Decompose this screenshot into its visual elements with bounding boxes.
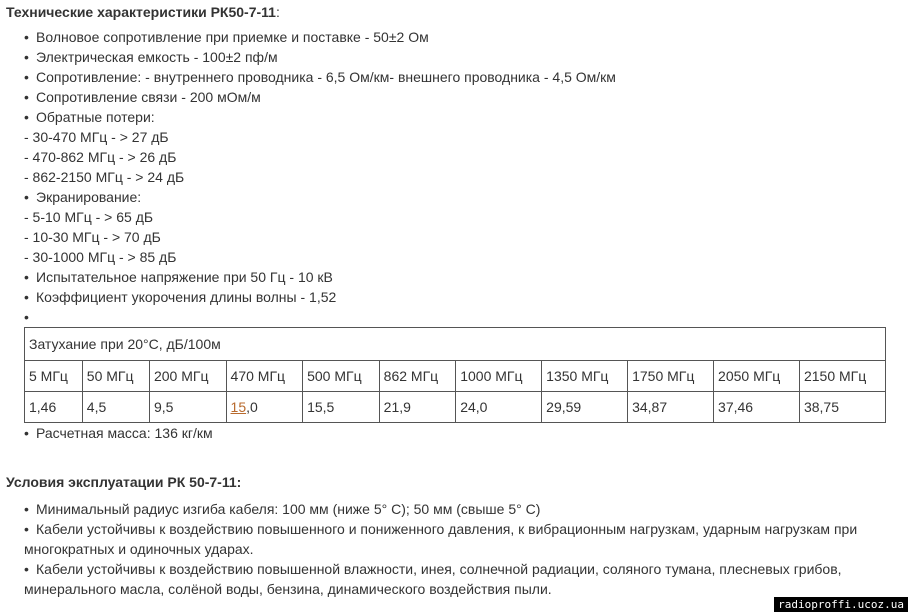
list-item [6,127,906,147]
list-item-text: Электрическая емкость - 100±2 пф/м [36,49,278,65]
value-cell: 1,46 [25,392,83,423]
condition-line: Минимальный радиус изгиба кабеля: 100 мм (ниже 5° С); 50 мм (свыше 5° С) [36,501,541,517]
frequency-cell: 200 МГц [149,361,226,392]
value-cell: 29,59 [542,392,628,423]
list-item-text: - 30-470 МГц - > 27 дБ [24,129,169,145]
list-item-text: Сопротивление связи - 200 мОм/м [36,89,261,105]
frequency-row [25,361,886,392]
specs-title-colon: : [275,4,280,20]
list-item-text: Сопротивление: - внутреннего проводника - 6,5 Ом/км- внешнего проводника - 4,5 Ом/км [36,69,616,85]
list-item-text: - 30-1000 МГц - > 85 дБ [24,249,177,265]
frequency-cell: 1350 МГц [542,361,628,392]
list-item-text: Коэффициент укорочения длины волны - 1,52 [36,289,337,305]
condition-line: Кабели устойчивы к воздействию повышенной влажности, инея, солнечной радиации, соляного тумана, плесневых грибов, [36,561,842,577]
frequency-cell: 5 МГц [25,361,83,392]
condition-line-continued: минерального масла, солёной воды, бензина, динамического воздействия пыли. [24,581,552,597]
list-item [6,559,906,599]
list-item [6,423,906,443]
list-item-text: Экранирование: [36,189,142,205]
value-cell: 21,9 [379,392,456,423]
list-item-text: Обратные потери: [36,109,155,125]
attenuation-table [24,327,886,423]
list-item-text: - 862-2150 МГц - > 24 дБ [24,169,185,185]
value-cell: 38,75 [799,392,885,423]
frequency-cell: 1750 МГц [628,361,714,392]
list-item [6,207,906,227]
value-cell: 15,5 [303,392,380,423]
list-item [6,247,906,267]
list-item [6,499,906,519]
value-row [25,392,886,423]
frequency-cell: 862 МГц [379,361,456,392]
list-item [6,147,906,167]
frequency-cell: 500 МГц [303,361,380,392]
frequency-cell: 2150 МГц [799,361,885,392]
list-item-text: - 10-30 МГц - > 70 дБ [24,229,161,245]
conditions-list [6,499,906,599]
list-item-text: Волновое сопротивление при приемке и поставке - 50±2 Ом [36,29,429,45]
list-item [6,67,906,87]
list-item [6,287,906,307]
specs-title: Технические характеристики РК50-7-11 [6,4,276,20]
list-item [6,519,906,559]
list-item [6,47,906,67]
list-item-text [24,309,36,325]
list-item-text: Испытательное напряжение при 50 Гц - 10 кВ [36,269,333,285]
value-cell: 34,87 [628,392,714,423]
list-item-text: - 470-862 МГц - > 26 дБ [24,149,177,165]
list-item [6,227,906,247]
list-item [6,267,906,287]
value-cell: 4,5 [82,392,149,423]
frequency-cell: 50 МГц [82,361,149,392]
value-link[interactable]: 15 [230,399,247,415]
list-item [6,187,906,207]
conditions-heading: Условия эксплуатации РК 50-7-11: [6,474,242,490]
mass-text: Расчетная масса: 136 кг/км [36,425,213,441]
list-item [6,107,906,127]
value-cell: 37,46 [714,392,800,423]
list-item [6,87,906,107]
condition-line-continued: многократных и одиночных ударах. [24,541,254,557]
frequency-cell: 1000 МГц [456,361,542,392]
list-item-text: - 5-10 МГц - > 65 дБ [24,209,154,225]
specs-heading [6,1,906,23]
frequency-cell: 470 МГц [226,361,303,392]
attenuation-caption: Затухание при 20°С, дБ/100м [25,328,886,361]
frequency-cell: 2050 МГц [714,361,800,392]
value-cell: 9,5 [149,392,226,423]
value-cell [226,392,303,423]
value-rest: ,0 [246,399,258,415]
condition-line: Кабели устойчивы к воздействию повышенного и пониженного давления, к вибрационным нагрузкам, ударным нагрузкам при [36,521,858,537]
list-item [6,27,906,47]
article [6,0,906,599]
watermark: radioproffi.ucoz.ua [774,597,908,612]
list-item [6,307,906,327]
specs-list [6,27,906,327]
list-item [6,167,906,187]
value-cell: 24,0 [456,392,542,423]
